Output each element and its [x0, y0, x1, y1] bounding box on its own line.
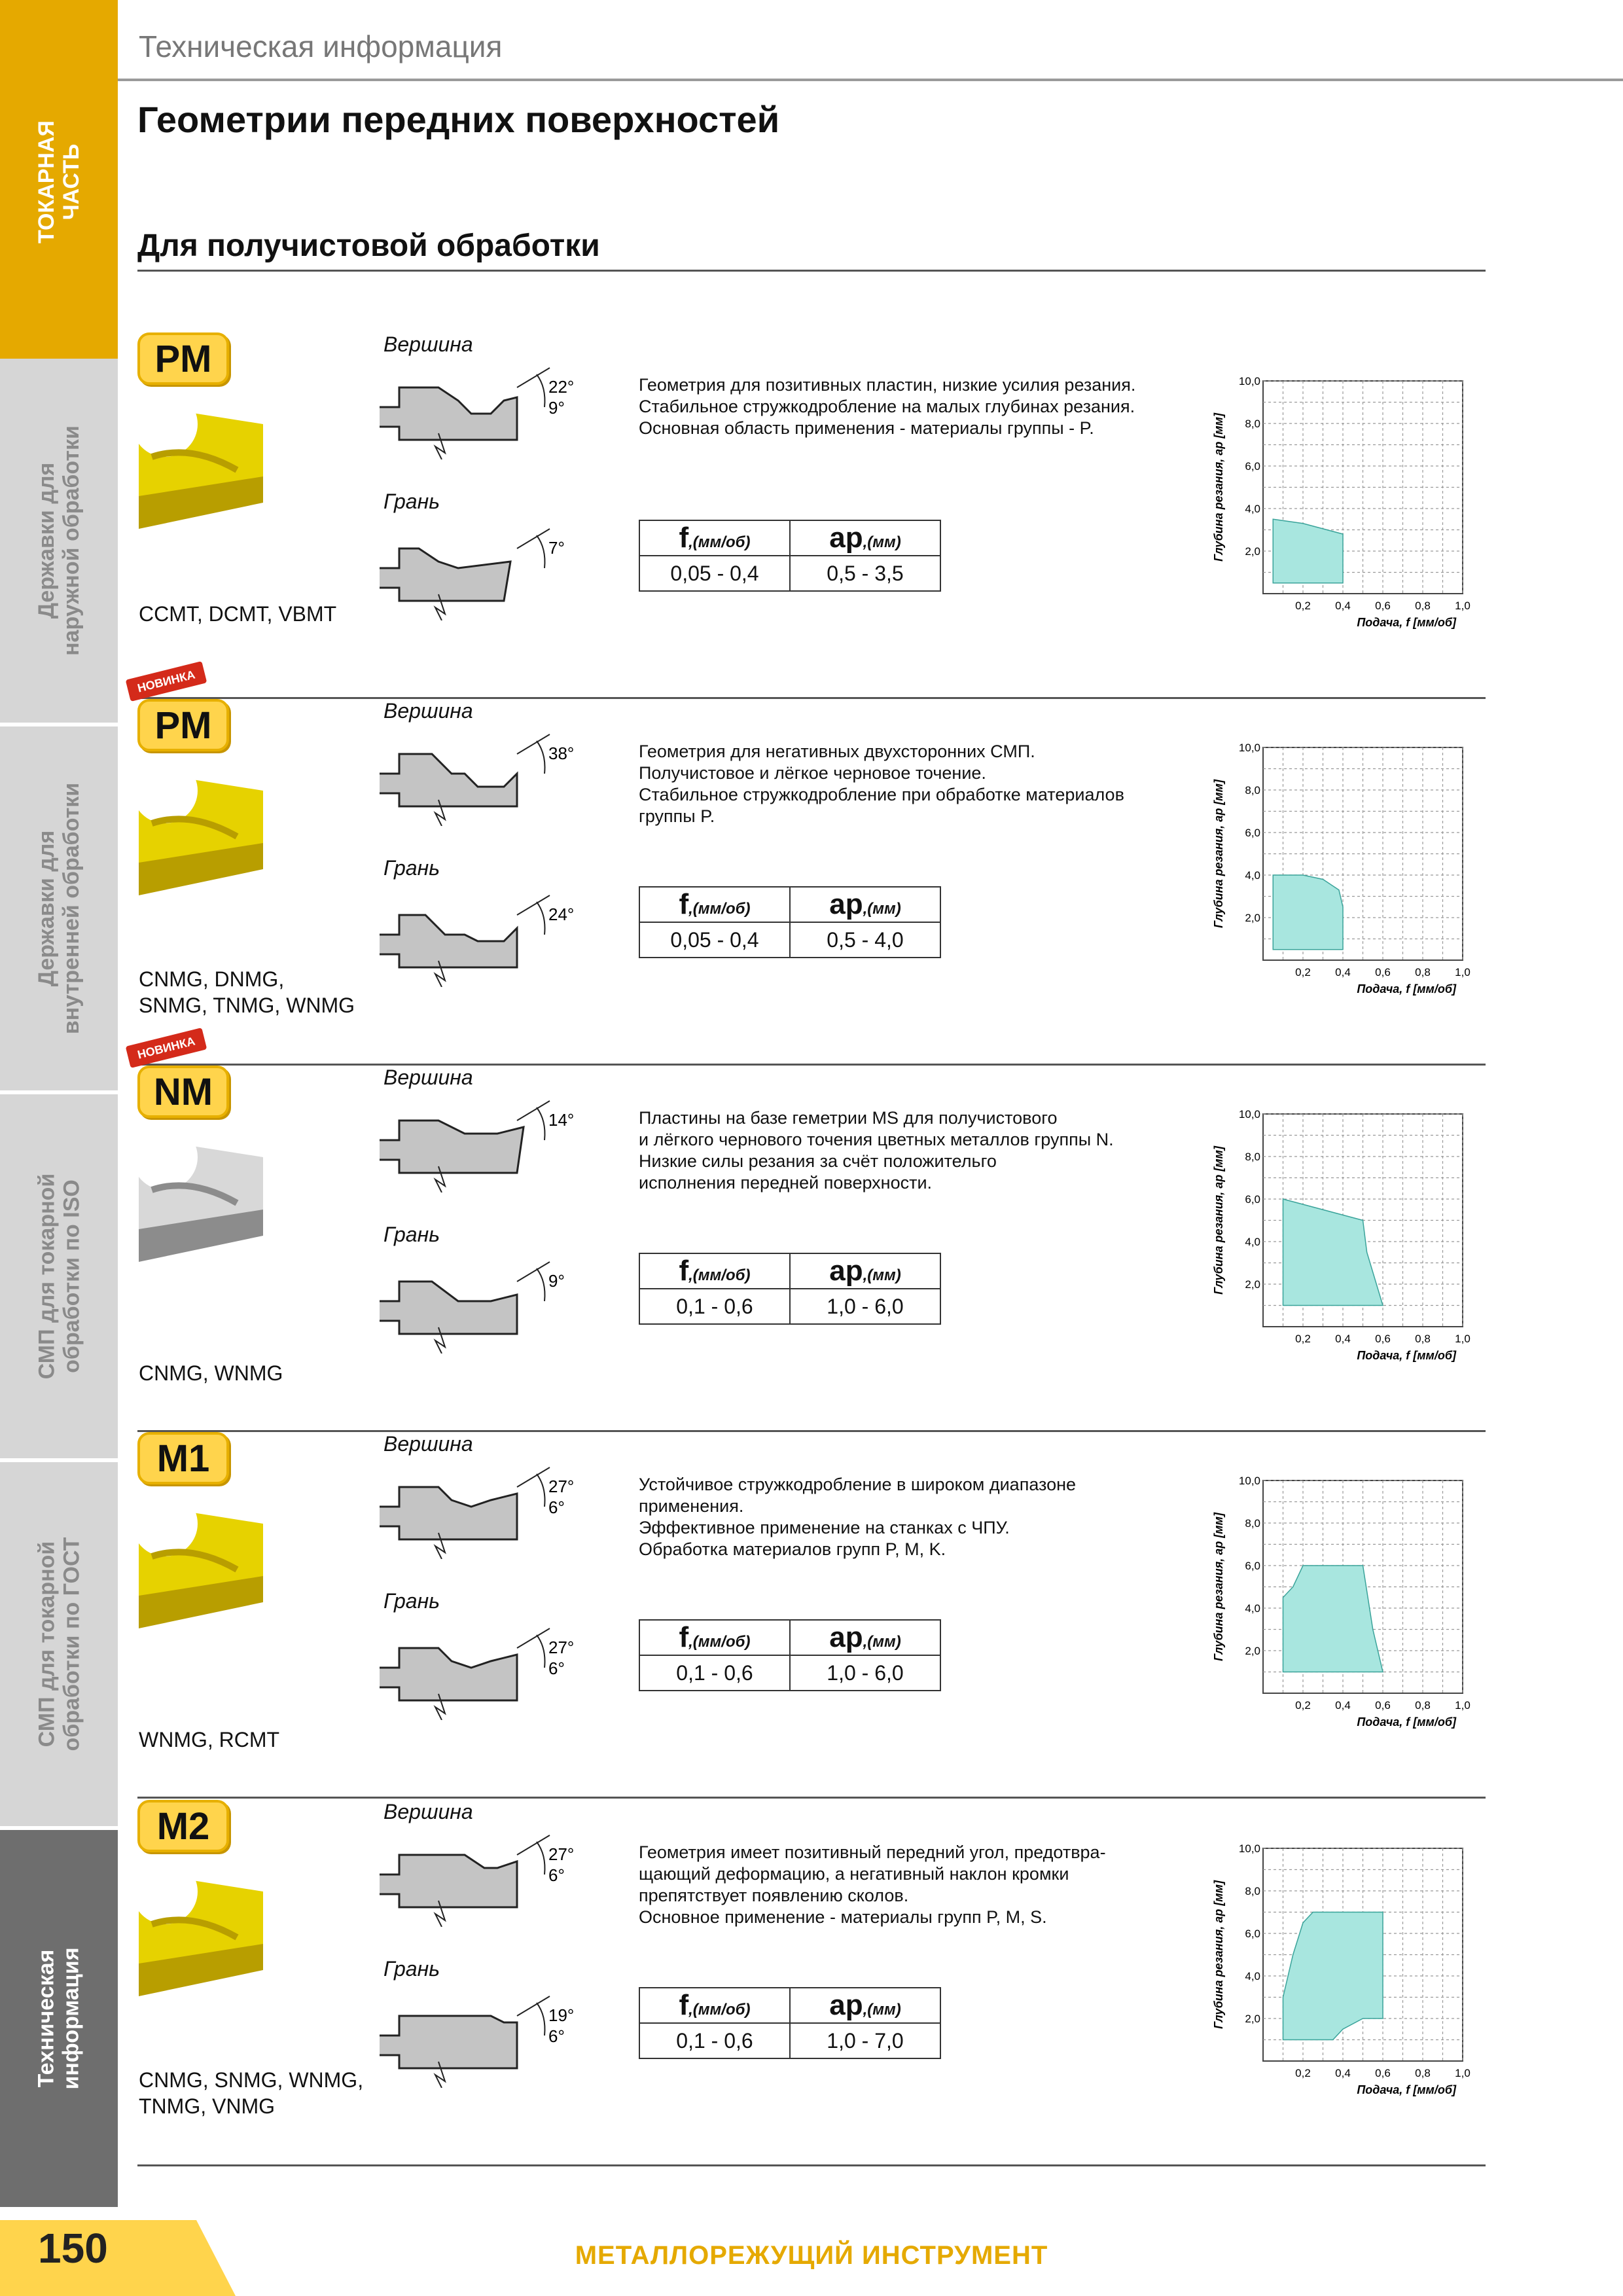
vertex-label: Вершина [383, 699, 473, 723]
y-axis-label: Глубина резания, ap [мм] [1212, 413, 1225, 562]
geometry-badge: M2 [137, 1800, 229, 1852]
x-tick-label: 0,2 [1295, 966, 1311, 978]
row-separator [137, 2164, 1486, 2166]
vertex-profile [373, 1094, 589, 1193]
y-tick-label: 6,0 [1245, 460, 1260, 473]
y-axis-label: Глубина резания, ap [мм] [1212, 780, 1225, 928]
vertex-label: Вершина [383, 1066, 473, 1089]
edge-profile [373, 1990, 589, 2088]
insert-codes: CNMG, WNMG [139, 1361, 283, 1385]
feed-header-unit: ,(мм/об) [688, 533, 751, 551]
x-tick-label: 0,2 [1295, 2067, 1311, 2079]
angle-label: 27° [548, 1844, 575, 1864]
vertex-label: Вершина [383, 1432, 473, 1456]
side-tab-label: Державки для наружной обработки [34, 425, 84, 656]
side-tab-label: ТОКАРНАЯ ЧАСТЬ [34, 120, 84, 243]
depth-value: 1,0 - 7,0 [790, 2023, 940, 2058]
x-tick-label: 0,8 [1415, 1333, 1431, 1345]
feed-header [639, 1253, 790, 1289]
side-tab-3[interactable] [0, 726, 118, 1090]
category-label: Техническая информация [139, 29, 503, 63]
feed-header-unit: ,(мм/об) [688, 1266, 751, 1284]
y-tick-label: 4,0 [1245, 869, 1260, 882]
params-table [639, 520, 941, 592]
x-tick-label: 0,6 [1375, 2067, 1391, 2079]
y-tick-label: 6,0 [1245, 1928, 1260, 1940]
y-tick-label: 2,0 [1245, 545, 1260, 558]
feed-header [639, 887, 790, 922]
params-value-row [639, 922, 940, 958]
vertex-profile [373, 1461, 589, 1559]
y-axis-label: Глубина резания, ap [мм] [1212, 1146, 1225, 1295]
y-tick-label: 10,0 [1238, 375, 1260, 387]
y-tick-label: 10,0 [1238, 1108, 1260, 1121]
feed-header [639, 1620, 790, 1655]
side-tab-2[interactable] [0, 359, 118, 723]
params-value-row [639, 1655, 940, 1691]
insert-image [139, 1865, 270, 1996]
y-tick-label: 2,0 [1245, 1278, 1260, 1291]
depth-feed-chart [1204, 355, 1479, 656]
geometry-badge: PM [137, 332, 229, 385]
geometry-badge: PM [137, 699, 229, 751]
x-tick-label: 0,6 [1375, 966, 1391, 978]
insert-image [139, 1498, 270, 1628]
depth-feed-chart [1204, 1088, 1479, 1389]
x-tick-label: 0,2 [1295, 600, 1311, 612]
x-tick-label: 0,6 [1375, 600, 1391, 612]
section-rule [137, 270, 1486, 272]
side-tab-label: Техническая информация [34, 1947, 84, 2090]
x-tick-label: 0,4 [1335, 1333, 1351, 1345]
x-tick-label: 0,8 [1415, 600, 1431, 612]
edge-profile [373, 522, 589, 620]
y-tick-label: 8,0 [1245, 1517, 1260, 1530]
feed-value: 0,05 - 0,4 [639, 556, 790, 591]
depth-value: 1,0 - 6,0 [790, 1655, 940, 1691]
feed-header [639, 520, 790, 556]
depth-header-symbol: ap [829, 1621, 863, 1653]
depth-header-unit: ,(мм) [863, 1266, 901, 1284]
side-tab-4[interactable] [0, 1094, 118, 1458]
feed-value: 0,1 - 0,6 [639, 1289, 790, 1324]
new-tag: НОВИНКА [126, 1028, 207, 1068]
geometry-badge: M1 [137, 1432, 229, 1484]
new-tag: НОВИНКА [126, 661, 207, 702]
edge-label: Грань [383, 1957, 440, 1981]
x-tick-label: 0,8 [1415, 2067, 1431, 2079]
x-tick-label: 0,2 [1295, 1699, 1311, 1712]
depth-header-unit: ,(мм) [863, 533, 901, 551]
depth-header [790, 887, 940, 922]
side-tab-1[interactable] [0, 0, 118, 364]
angle-label: 27° [548, 1638, 575, 1657]
x-tick-label: 0,2 [1295, 1333, 1311, 1345]
y-tick-label: 10,0 [1238, 1475, 1260, 1487]
x-axis-label: Подача, f [мм/об] [1357, 1715, 1456, 1729]
angle-label: 22° [548, 377, 575, 397]
x-tick-label: 0,8 [1415, 966, 1431, 978]
feed-header-unit: ,(мм/об) [688, 2001, 751, 2018]
angle-label: 6° [548, 2026, 565, 2046]
side-tab-label: Державки для внутренней обработки [34, 782, 84, 1035]
feed-header-symbol: f [679, 522, 689, 554]
x-tick-label: 1,0 [1455, 600, 1471, 612]
x-tick-label: 1,0 [1455, 966, 1471, 978]
insert-codes: CNMG, SNMG, WNMG, TNMG, VNMG [139, 2068, 364, 2118]
angle-label: 27° [548, 1477, 575, 1496]
params-table [639, 886, 941, 958]
y-tick-label: 8,0 [1245, 418, 1260, 430]
params-header-row [639, 1620, 940, 1655]
feed-header-symbol: f [679, 888, 689, 920]
geometry-row-m2 [118, 1800, 1492, 2166]
y-tick-label: 4,0 [1245, 1970, 1260, 1982]
angle-label: 9° [548, 1271, 565, 1291]
x-tick-label: 0,4 [1335, 966, 1351, 978]
depth-header-symbol: ap [829, 522, 863, 554]
angle-label: 24° [548, 905, 575, 924]
row-separator [137, 1797, 1486, 1799]
x-axis-label: Подача, f [мм/об] [1357, 1349, 1456, 1362]
vertex-profile [373, 1829, 589, 1927]
depth-feed-chart [1204, 1822, 1479, 2123]
x-tick-label: 1,0 [1455, 2067, 1471, 2079]
y-axis-label: Глубина резания, ap [мм] [1212, 1880, 1225, 2029]
params-table [639, 1253, 941, 1325]
y-tick-label: 10,0 [1238, 1842, 1260, 1855]
y-tick-label: 6,0 [1245, 1193, 1260, 1206]
side-tab-5[interactable] [0, 1462, 118, 1826]
x-tick-label: 0,4 [1335, 1699, 1351, 1712]
y-tick-label: 8,0 [1245, 1151, 1260, 1163]
x-tick-label: 0,4 [1335, 2067, 1351, 2079]
angle-label: 7° [548, 538, 565, 558]
x-tick-label: 0,4 [1335, 600, 1351, 612]
geometry-badge: NM [137, 1066, 229, 1118]
params-table [639, 1987, 941, 2059]
depth-header-symbol: ap [829, 1255, 863, 1287]
edge-label: Грань [383, 1589, 440, 1613]
vertex-label: Вершина [383, 1800, 473, 1823]
geometry-row-pm [118, 332, 1492, 699]
params-header-row [639, 887, 940, 922]
vertex-profile [373, 361, 589, 459]
angle-label: 6° [548, 1865, 565, 1885]
y-tick-label: 4,0 [1245, 1236, 1260, 1248]
page-title: Геометрии передних поверхностей [137, 99, 780, 140]
depth-header-unit: ,(мм) [863, 900, 901, 918]
geometry-row-nm [118, 1033, 1492, 1432]
edge-label: Грань [383, 490, 440, 513]
x-tick-label: 0,6 [1375, 1333, 1391, 1345]
x-tick-label: 1,0 [1455, 1699, 1471, 1712]
geometry-description: Геометрия имеет позитивный передний угол, предотвра- щающий деформацию, а негативный наклон кромки препятствует появлению сколов. Основное применение - материалы групп P, M, S. [639, 1842, 1106, 1927]
application-area [1273, 875, 1343, 950]
depth-header [790, 1620, 940, 1655]
depth-feed-chart [1204, 721, 1479, 1022]
insert-codes: WNMG, RCMT [139, 1728, 280, 1751]
depth-header [790, 1988, 940, 2023]
feed-header-symbol: f [679, 1989, 689, 2021]
edge-label: Грань [383, 856, 440, 880]
depth-header-unit: ,(мм) [863, 1633, 901, 1651]
insert-image [139, 764, 270, 895]
insert-codes: CNMG, DNMG, SNMG, TNMG, WNMG [139, 967, 355, 1017]
feed-value: 0,1 - 0,6 [639, 2023, 790, 2058]
params-value-row [639, 1289, 940, 1324]
angle-label: 6° [548, 1659, 565, 1678]
feed-header-symbol: f [679, 1255, 689, 1287]
depth-header-unit: ,(мм) [863, 2001, 901, 2018]
header-rule [118, 79, 1623, 81]
depth-header [790, 1253, 940, 1289]
angle-label: 14° [548, 1110, 575, 1130]
geometry-description: Устойчивое стружкодробление в широком диапазоне применения. Эффективное применение на станках с ЧПУ. Обработка материалов групп P, M, K. [639, 1475, 1077, 1559]
angle-label: 9° [548, 398, 565, 418]
depth-value: 0,5 - 4,0 [790, 922, 940, 958]
edge-profile [373, 889, 589, 987]
y-tick-label: 6,0 [1245, 827, 1260, 839]
x-axis-label: Подача, f [мм/об] [1357, 982, 1456, 996]
vertex-label: Вершина [383, 332, 473, 356]
geometry-row-m1 [118, 1432, 1492, 1799]
edge-label: Грань [383, 1223, 440, 1246]
y-tick-label: 4,0 [1245, 503, 1260, 515]
depth-header-symbol: ap [829, 1989, 863, 2021]
edge-profile [373, 1255, 589, 1354]
vertex-profile [373, 728, 589, 826]
depth-feed-chart [1204, 1454, 1479, 1755]
section-tabs [0, 0, 118, 2296]
feed-header [639, 1988, 790, 2023]
footer-title: МЕТАЛЛОРЕЖУЩИЙ ИНСТРУМЕНТ [575, 2241, 1048, 2270]
insert-codes: CCMT, DCMT, VBMT [139, 602, 337, 626]
y-tick-label: 8,0 [1245, 1885, 1260, 1897]
x-axis-label: Подача, f [мм/об] [1357, 616, 1456, 629]
feed-header-unit: ,(мм/об) [688, 1633, 751, 1651]
geometry-row-pm [118, 667, 1492, 1066]
y-tick-label: 2,0 [1245, 912, 1260, 924]
depth-value: 0,5 - 3,5 [790, 556, 940, 591]
angle-label: 19° [548, 2005, 575, 2025]
y-tick-label: 6,0 [1245, 1560, 1260, 1572]
params-value-row [639, 2023, 940, 2058]
feed-value: 0,05 - 0,4 [639, 922, 790, 958]
geometry-description: Пластины на базе геметрии MS для получистового и лёгкого чернового точения цветных металлов группы N. Низкие силы резания за счёт положительго исполнения передней поверхности. [639, 1108, 1114, 1193]
side-tab-6[interactable] [0, 1830, 118, 2207]
y-tick-label: 4,0 [1245, 1602, 1260, 1615]
y-tick-label: 8,0 [1245, 784, 1260, 797]
x-tick-label: 1,0 [1455, 1333, 1471, 1345]
params-header-row [639, 520, 940, 556]
geometry-description: Геометрия для позитивных пластин, низкие усилия резания. Стабильное стружкодробление на малых глубинах резания. Основная область применения - материалы группы - P. [639, 375, 1136, 438]
depth-header-symbol: ap [829, 888, 863, 920]
y-tick-label: 2,0 [1245, 2013, 1260, 2025]
y-axis-label: Глубина резания, ap [мм] [1212, 1513, 1225, 1661]
insert-image [139, 1131, 270, 1262]
angle-label: 38° [548, 744, 575, 763]
depth-value: 1,0 - 6,0 [790, 1289, 940, 1324]
edge-profile [373, 1622, 589, 1720]
feed-value: 0,1 - 0,6 [639, 1655, 790, 1691]
feed-header-unit: ,(мм/об) [688, 900, 751, 918]
feed-header-symbol: f [679, 1621, 689, 1653]
params-value-row [639, 556, 940, 591]
depth-header [790, 520, 940, 556]
geometry-description: Геометрия для негативных двухсторонних СМП. Получистовое и лёгкое черновое точение. Стабильное стружкодробление при обработке материалов группы P. [639, 742, 1124, 826]
page-number: 150 [38, 2225, 108, 2272]
y-tick-label: 10,0 [1238, 742, 1260, 754]
side-tab-label: СМП для токарной обработки по ГОСТ [34, 1537, 84, 1751]
angle-label: 6° [548, 1498, 565, 1517]
side-tab-label: СМП для токарной обработки по ISO [34, 1173, 84, 1380]
x-tick-label: 0,8 [1415, 1699, 1431, 1712]
params-header-row [639, 1988, 940, 2023]
y-tick-label: 2,0 [1245, 1645, 1260, 1657]
x-tick-label: 0,6 [1375, 1699, 1391, 1712]
insert-image [139, 398, 270, 529]
section-title: Для получистовой обработки [137, 228, 600, 263]
x-axis-label: Подача, f [мм/об] [1357, 2083, 1456, 2096]
params-header-row [639, 1253, 940, 1289]
params-table [639, 1619, 941, 1691]
